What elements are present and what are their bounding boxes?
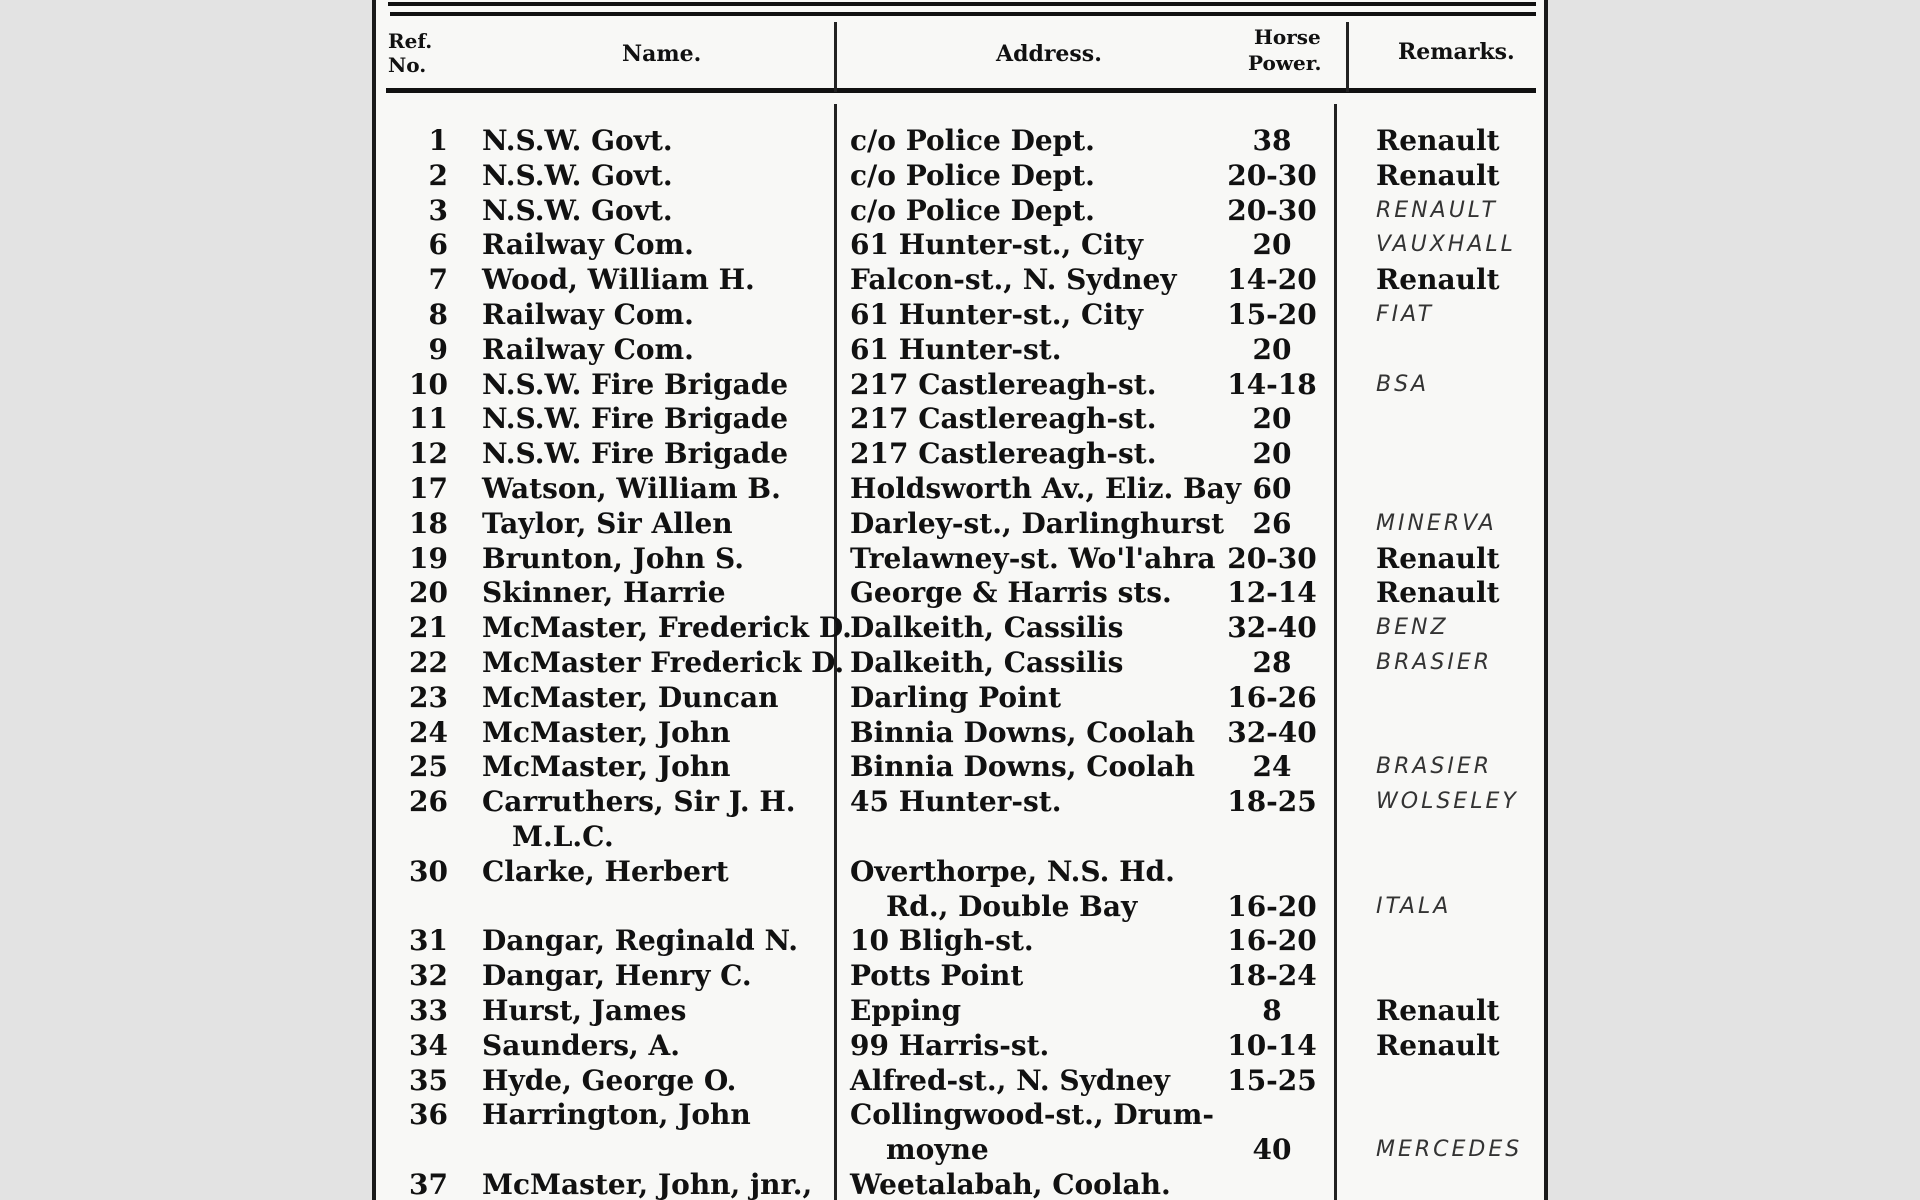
owner-name: McMaster, John [482,715,731,749]
horse-power: 12-14 [1227,576,1317,610]
header-divider-name [834,22,837,92]
remarks: Renault [1376,576,1500,610]
owner-name: Clarke, Herbert [482,854,729,888]
header-remarks: Remarks. [1398,39,1515,65]
ref-number: 17 [409,472,448,505]
horse-power: 26 [1252,506,1292,540]
header-rule [386,88,1536,93]
owner-name: Wood, William H. [482,263,755,297]
owner-name: Harrington, John [482,1098,751,1132]
ref-number: 34 [409,1028,448,1062]
horse-power: 20-30 [1227,541,1317,575]
ref-number: 9 [428,332,448,366]
horse-power: 16-26 [1227,680,1317,714]
horse-power: 14-18 [1227,367,1317,401]
ref-number: 8 [428,298,448,331]
horse-power: 20 [1252,402,1292,436]
ref-number: 1 [428,124,448,157]
owner-address: Dalkeith, Cassilis [850,646,1124,679]
ref-number: 36 [409,1098,448,1132]
owner-name: N.S.W. Govt. [482,124,673,157]
horse-power: 15-20 [1227,298,1317,331]
remarks: BSA [1376,371,1430,397]
remarks: Renault [1376,158,1500,192]
ref-number: 2 [428,158,448,192]
header-ref-line2: No. [388,53,427,77]
horse-power: 16-20 [1227,889,1317,923]
remarks: Renault [1376,263,1500,297]
header-name: Name. [622,41,702,67]
column-divider-hp [1334,104,1337,1200]
top-rule-double [390,12,1536,16]
owner-address: 217 Castlereagh-st. [850,367,1157,401]
ref-number: 20 [409,576,448,610]
owner-address: 61 Hunter-st., City [850,298,1144,331]
owner-name: N.S.W. Fire Brigade [482,437,789,471]
header-hp-line1: Horse [1254,25,1321,49]
ref-number: 12 [409,437,448,471]
remarks: BRASIER [1376,754,1493,780]
owner-name: Railway Com. [482,332,694,366]
horse-power: 38 [1252,124,1292,157]
owner-name: N.S.W. Govt. [482,193,673,227]
remarks: Renault [1376,541,1500,575]
owner-address: Alfred-st., N. Sydney [850,1063,1170,1097]
owner-name: McMaster, John, jnr., [482,1168,813,1200]
owner-name: Carruthers, Sir J. H. [482,785,796,819]
ref-number: 7 [428,263,448,297]
owner-address: Overthorpe, N.S. Hd. [850,854,1175,888]
owner-name: N.S.W. Govt. [482,158,673,192]
owner-address: Binnia Downs, Coolah [850,715,1195,749]
horse-power: 20 [1252,332,1292,366]
horse-power: 18-24 [1227,959,1317,993]
ref-number: 22 [409,646,448,679]
owner-name: Skinner, Harrie [482,576,726,610]
owner-address: 99 Harris-st. [850,1028,1050,1062]
owner-name: McMaster Frederick D. [482,646,845,679]
horse-power: 28 [1252,646,1292,679]
owner-address: c/o Police Dept. [850,193,1095,227]
owner-name: M.L.C. [512,820,614,853]
horse-power: 24 [1252,750,1292,784]
owner-address: George & Harris sts. [850,576,1172,610]
horse-power: 15-25 [1227,1063,1317,1097]
ref-number: 6 [428,228,448,262]
ref-number: 30 [409,854,448,888]
remarks: Renault [1376,994,1500,1027]
ref-number: 25 [409,750,448,784]
ref-number: 33 [409,994,448,1027]
ref-number: 37 [409,1168,448,1200]
owner-name: Railway Com. [482,228,694,262]
header-hp-line2: Power. [1248,51,1322,75]
header-address: Address. [996,41,1102,67]
ref-number: 23 [409,680,448,714]
owner-address: 217 Castlereagh-st. [850,402,1157,436]
owner-address: Epping [850,994,962,1027]
header-ref-line1: Ref. [388,29,433,53]
remarks: RENAULT [1376,197,1498,223]
owner-name: McMaster, Duncan [482,680,779,714]
owner-address: Trelawney-st. Wo'l'ahra [850,541,1216,575]
owner-address: Holdsworth Av., Eliz. Bay [850,472,1242,505]
remarks: WOLSELEY [1376,789,1519,815]
horse-power: 40 [1252,1133,1292,1167]
horse-power: 8 [1262,994,1282,1027]
horse-power: 20 [1252,228,1292,262]
register-page [372,0,1548,1200]
owner-address: c/o Police Dept. [850,158,1095,192]
remarks: BRASIER [1376,650,1493,675]
remarks: Renault [1376,124,1500,157]
ref-number: 31 [409,924,448,958]
owner-name: Taylor, Sir Allen [482,506,733,540]
owner-name: Hurst, James [482,994,687,1027]
remarks: BENZ [1376,615,1449,641]
owner-name: N.S.W. Fire Brigade [482,402,789,436]
owner-name: Dangar, Henry C. [482,959,752,993]
owner-name: Brunton, John S. [482,541,744,575]
owner-name: Dangar, Reginald N. [482,924,799,958]
horse-power: 32-40 [1227,715,1317,749]
owner-address: c/o Police Dept. [850,124,1095,157]
owner-address: 10 Bligh-st. [850,924,1034,958]
owner-name: Railway Com. [482,298,694,331]
top-rule [388,2,1536,6]
owner-address: 45 Hunter-st. [850,785,1062,819]
horse-power: 18-25 [1227,785,1317,819]
ref-number: 3 [428,193,448,227]
owner-address: Weetalabah, Coolah. [850,1168,1171,1200]
owner-address: Rd., Double Bay [886,889,1138,923]
remarks: MINERVA [1376,510,1497,536]
horse-power: 20-30 [1227,158,1317,192]
ref-number: 18 [409,506,448,540]
owner-address: Collingwood-st., Drum- [850,1098,1215,1132]
remarks: VAUXHALL [1376,232,1516,258]
owner-address: Potts Point [850,959,1024,993]
owner-address: Darley-st., Darlinghurst [850,506,1225,540]
ref-number: 32 [409,959,448,993]
horse-power: 20 [1252,437,1292,471]
horse-power: 32-40 [1227,611,1317,645]
owner-address: 61 Hunter-st. [850,332,1062,366]
remarks: Renault [1376,1028,1500,1062]
owner-address: Falcon-st., N. Sydney [850,263,1177,297]
owner-address: 61 Hunter-st., City [850,228,1144,262]
owner-address: 217 Castlereagh-st. [850,437,1157,471]
ref-number: 11 [409,402,448,436]
horse-power: 10-14 [1227,1028,1317,1062]
horse-power: 60 [1252,472,1292,505]
ref-number: 26 [409,785,448,819]
owner-name: McMaster, John [482,750,731,784]
ref-number: 24 [409,715,448,749]
owner-name: Hyde, George O. [482,1063,737,1097]
ref-number: 21 [409,611,448,645]
horse-power: 14-20 [1227,263,1317,297]
owner-name: Saunders, A. [482,1028,680,1062]
owner-address: Dalkeith, Cassilis [850,611,1124,645]
ref-number: 10 [409,367,448,401]
remarks: ITALA [1376,893,1452,919]
owner-address: Darling Point [850,680,1062,714]
owner-name: McMaster, Frederick D. [482,611,852,645]
owner-address: Binnia Downs, Coolah [850,750,1195,784]
ref-number: 19 [409,541,448,575]
horse-power: 16-20 [1227,924,1317,958]
horse-power: 20-30 [1227,193,1317,227]
owner-name: Watson, William B. [482,472,781,505]
remarks: MERCEDES [1376,1137,1523,1163]
owner-name: N.S.W. Fire Brigade [482,367,789,401]
ref-number: 35 [409,1063,448,1097]
header-divider-hp [1346,22,1349,92]
remarks: FIAT [1376,302,1435,327]
owner-address: moyne [886,1133,989,1167]
